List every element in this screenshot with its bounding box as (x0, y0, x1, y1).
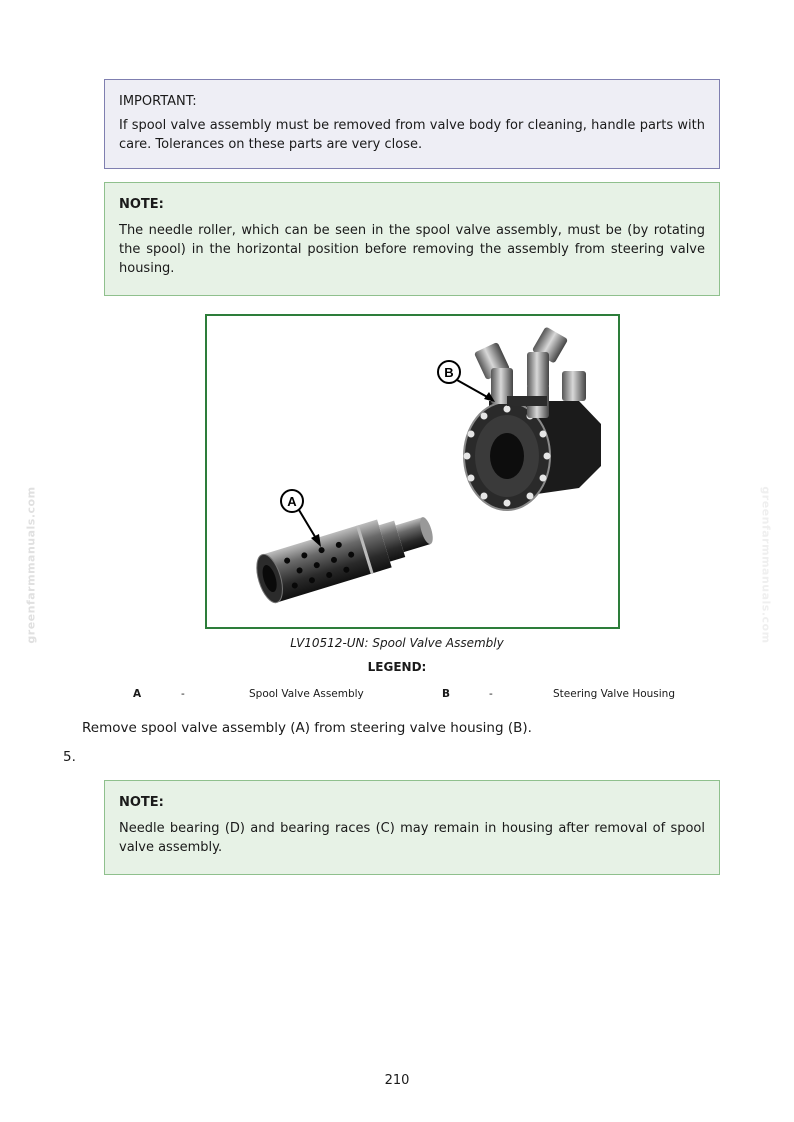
figure-spool-valve (205, 314, 620, 629)
figure-illustration (207, 316, 618, 627)
figure-caption: LV10512-UN: Spool Valve Assembly (290, 636, 504, 650)
page-number: 210 (384, 1073, 410, 1088)
watermark-right: greenfarmmanuals.com (759, 486, 773, 644)
watermark-left: greenfarmmanuals.com (24, 486, 38, 644)
svg-text:A: A (287, 494, 297, 509)
svg-text:B: B (444, 365, 454, 380)
spool-valve-assembly-image (252, 505, 439, 605)
callout-a (281, 490, 321, 547)
legend-key-b: B (442, 688, 451, 700)
note-box-needle-roller (104, 182, 720, 296)
steering-valve-housing-image (464, 326, 602, 510)
legend-dash-b: - (489, 688, 493, 700)
important-heading: IMPORTANT: (119, 94, 197, 109)
legend-title: LEGEND: (367, 660, 427, 674)
legend-label-a: Spool Valve Assembly (249, 688, 364, 700)
note-text: The needle roller, which can be seen in the spool valve assembly, must be (by rotating the spool) in the horizontal position before removing the assembly from steering valve housing. (119, 223, 705, 276)
legend-dash-a: - (181, 688, 185, 700)
legend-label-b: Steering Valve Housing (553, 688, 676, 700)
instruction-text: Remove spool valve assembly (A) from steering valve housing (B). (82, 720, 532, 736)
note-heading: NOTE: (119, 795, 164, 810)
legend-key-a: A (133, 688, 142, 700)
important-text: If spool valve assembly must be removed from valve body for cleaning, handle parts with care. Tolerances on these parts are very close. (119, 118, 705, 152)
note-text: Needle bearing (D) and bearing races (C) may remain in housing after removal of spool valve assembly. (119, 821, 705, 855)
note-box-needle-bearing (104, 780, 720, 875)
step-number: 5. (63, 749, 76, 765)
note-heading: NOTE: (119, 197, 164, 212)
important-box (104, 79, 720, 169)
